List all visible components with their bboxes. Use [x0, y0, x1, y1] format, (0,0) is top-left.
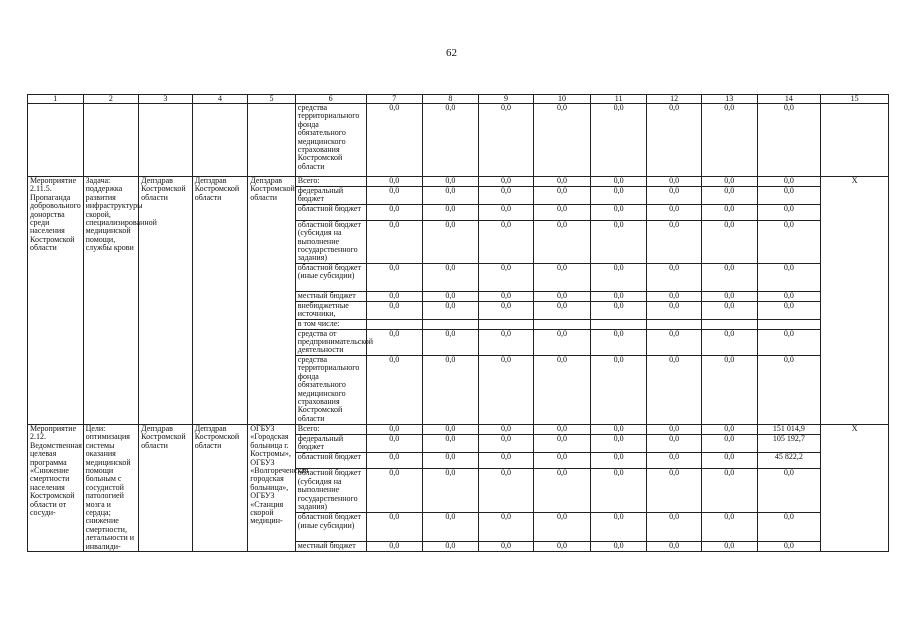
participant-cell: Депздрав Костромской области [248, 177, 295, 425]
value-cell: 0,0 [534, 177, 591, 187]
header-cell: 15 [821, 95, 889, 104]
value-cell: 0,0 [757, 177, 821, 187]
value-cell: 0,0 [423, 220, 479, 263]
value-cell: 0,0 [478, 263, 534, 291]
header-cell: 7 [366, 95, 423, 104]
task-cell: Цели: оптимизация системы оказания медицинской помощи больным с сосудистой патологией мозга и сердца; снижение смертности, летальности и инвалиди- [83, 424, 139, 551]
activity-name-cell: Мероприятие 2.11.5. Пропаганда добровольного донорства среди населения Костромской области [28, 177, 84, 425]
value-cell: 0,0 [701, 329, 757, 355]
value-cell: 0,0 [534, 329, 591, 355]
value-cell: 0,0 [757, 291, 821, 301]
value-cell: 0,0 [701, 453, 757, 469]
value-cell: 0,0 [590, 453, 647, 469]
value-cell: 0,0 [366, 177, 423, 187]
value-cell: 0,0 [534, 541, 591, 551]
value-cell: 0,0 [478, 469, 534, 513]
value-cell: 0,0 [534, 513, 591, 542]
value-cell: 0,0 [701, 187, 757, 205]
value-cell: 0,0 [423, 301, 479, 319]
value-cell: 0,0 [423, 104, 479, 177]
value-cell: 0,0 [423, 355, 479, 424]
task-cell: Задача: поддержка развития инфраструктуры скорой, специализированной медицинской помощи, службы крови [83, 177, 139, 425]
value-cell: 0,0 [423, 469, 479, 513]
value-cell: 0,0 [423, 204, 479, 220]
value-cell: 0,0 [534, 469, 591, 513]
value-cell: 0,0 [478, 453, 534, 469]
value-cell: 0,0 [366, 513, 423, 542]
value-cell: 0,0 [478, 177, 534, 187]
indicator-cell: Х [821, 424, 889, 551]
value-cell: 0,0 [366, 301, 423, 319]
value-cell: 0,0 [590, 329, 647, 355]
value-cell: 0,0 [366, 453, 423, 469]
value-cell: 0,0 [366, 220, 423, 263]
value-cell: 0,0 [757, 329, 821, 355]
value-cell: 0,0 [534, 291, 591, 301]
value-cell: 0,0 [366, 291, 423, 301]
coexecutor-cell: Депздрав Костромской области [192, 424, 248, 551]
value-cell: 0,0 [590, 104, 647, 177]
value-cell: 0,0 [534, 355, 591, 424]
table-row [28, 177, 889, 187]
value-cell: 0,0 [647, 177, 702, 187]
activity-name-cell: Мероприятие 2.12. Ведомственная целевая программа «Снижение смертности населения Костромской области от сосуди- [28, 424, 84, 551]
value-cell: 0,0 [701, 513, 757, 542]
funding-source-cell: Всего: [295, 177, 366, 187]
value-cell: 0,0 [647, 453, 702, 469]
value-cell: 0,0 [647, 424, 702, 434]
value-cell: 0,0 [647, 301, 702, 319]
value-cell: 0,0 [757, 513, 821, 542]
header-cell: 14 [757, 95, 821, 104]
value-cell: 0,0 [366, 435, 423, 453]
table-row [28, 104, 889, 177]
value-cell: 0,0 [590, 424, 647, 434]
value-cell: 0,0 [590, 301, 647, 319]
value-cell: 0,0 [478, 187, 534, 205]
value-cell: 0,0 [366, 104, 423, 177]
value-cell: 0,0 [757, 355, 821, 424]
value-cell: 0,0 [757, 220, 821, 263]
value-cell: 0,0 [647, 355, 702, 424]
empty-cell [28, 104, 84, 177]
value-cell: 151 014,9 [757, 424, 821, 434]
value-cell: 0,0 [423, 453, 479, 469]
value-cell: 0,0 [647, 104, 702, 177]
header-cell: 10 [534, 95, 591, 104]
value-cell: 0,0 [366, 329, 423, 355]
value-cell [478, 319, 534, 329]
value-cell: 0,0 [757, 469, 821, 513]
value-cell: 0,0 [647, 220, 702, 263]
value-cell: 0,0 [534, 424, 591, 434]
value-cell: 0,0 [590, 291, 647, 301]
value-cell: 0,0 [647, 329, 702, 355]
value-cell [534, 319, 591, 329]
value-cell: 0,0 [590, 204, 647, 220]
funding-source-cell: федеральный бюджет [295, 187, 366, 205]
header-cell: 11 [590, 95, 647, 104]
value-cell [701, 319, 757, 329]
value-cell: 0,0 [701, 204, 757, 220]
value-cell: 0,0 [534, 453, 591, 469]
empty-cell [248, 104, 295, 177]
header-cell: 5 [248, 95, 295, 104]
value-cell: 0,0 [701, 177, 757, 187]
value-cell: 0,0 [590, 187, 647, 205]
value-cell: 0,0 [478, 220, 534, 263]
value-cell: 0,0 [701, 220, 757, 263]
empty-cell [139, 104, 193, 177]
indicator-cell: Х [821, 177, 889, 425]
value-cell [757, 319, 821, 329]
value-cell: 0,0 [590, 469, 647, 513]
funding-source-cell: областной бюджет (иные субсидии) [295, 263, 366, 291]
value-cell: 0,0 [647, 435, 702, 453]
value-cell: 0,0 [478, 424, 534, 434]
empty-cell [821, 104, 889, 177]
value-cell: 0,0 [647, 513, 702, 542]
value-cell: 0,0 [478, 541, 534, 551]
header-cell: 9 [478, 95, 534, 104]
value-cell [423, 319, 479, 329]
budget-table [27, 94, 889, 552]
value-cell: 0,0 [647, 541, 702, 551]
value-cell: 0,0 [757, 301, 821, 319]
value-cell: 0,0 [590, 513, 647, 542]
funding-source-cell: областной бюджет (иные субсидии) [295, 513, 366, 542]
value-cell: 0,0 [590, 435, 647, 453]
value-cell [647, 319, 702, 329]
value-cell: 0,0 [366, 187, 423, 205]
value-cell: 45 822,2 [757, 453, 821, 469]
value-cell: 0,0 [701, 104, 757, 177]
value-cell: 0,0 [423, 329, 479, 355]
funding-source-cell: областной бюджет (субсидия на выполнение государственного задания) [295, 469, 366, 513]
value-cell: 0,0 [647, 187, 702, 205]
value-cell: 0,0 [423, 177, 479, 187]
value-cell: 0,0 [590, 220, 647, 263]
header-cell: 6 [295, 95, 366, 104]
value-cell: 0,0 [366, 469, 423, 513]
header-cell: 13 [701, 95, 757, 104]
header-cell: 1 [28, 95, 84, 104]
header-cell: 12 [647, 95, 702, 104]
responsible-executor-cell: Депздрав Костромской области [139, 177, 193, 425]
value-cell: 0,0 [534, 104, 591, 177]
value-cell: 0,0 [534, 220, 591, 263]
value-cell: 0,0 [478, 329, 534, 355]
value-cell: 0,0 [534, 435, 591, 453]
coexecutor-cell: Депздрав Костромской области [192, 177, 248, 425]
value-cell: 0,0 [366, 204, 423, 220]
value-cell: 0,0 [478, 435, 534, 453]
value-cell: 0,0 [366, 355, 423, 424]
header-cell: 8 [423, 95, 479, 104]
value-cell: 0,0 [478, 355, 534, 424]
value-cell: 0,0 [647, 204, 702, 220]
funding-source-cell: областной бюджет (субсидия на выполнение государственного задания) [295, 220, 366, 263]
value-cell: 0,0 [423, 435, 479, 453]
value-cell: 0,0 [647, 469, 702, 513]
value-cell: 0,0 [366, 263, 423, 291]
value-cell: 0,0 [423, 541, 479, 551]
value-cell: 0,0 [647, 291, 702, 301]
header-cell: 3 [139, 95, 193, 104]
value-cell: 0,0 [478, 104, 534, 177]
header-cell: 4 [192, 95, 248, 104]
participant-cell: ОГБУЗ «Городская больница г. Костромы», ОГБУЗ «Волгореченская городская больница», ОГБУЗ «Станция скорой медицин- [248, 424, 295, 551]
funding-source-cell: местный бюджет [295, 541, 366, 551]
value-cell: 0,0 [757, 104, 821, 177]
value-cell: 0,0 [701, 424, 757, 434]
funding-source-cell: средства территориального фонда обязательного медицинского страхования Костромской области [295, 104, 366, 177]
value-cell: 0,0 [534, 204, 591, 220]
value-cell: 0,0 [757, 263, 821, 291]
value-cell: 0,0 [701, 263, 757, 291]
value-cell: 0,0 [478, 301, 534, 319]
value-cell: 0,0 [423, 263, 479, 291]
value-cell: 0,0 [423, 424, 479, 434]
empty-cell [192, 104, 248, 177]
value-cell: 0,0 [701, 355, 757, 424]
empty-cell [83, 104, 139, 177]
value-cell: 0,0 [423, 513, 479, 542]
value-cell: 105 192,7 [757, 435, 821, 453]
table-row [28, 424, 889, 434]
funding-source-cell: федеральный бюджет [295, 435, 366, 453]
value-cell: 0,0 [590, 355, 647, 424]
value-cell: 0,0 [423, 187, 479, 205]
value-cell: 0,0 [701, 541, 757, 551]
funding-source-cell: в том числе: [295, 319, 366, 329]
value-cell: 0,0 [757, 187, 821, 205]
funding-source-cell: средства территориального фонда обязательного медицинского страхования Костромской области [295, 355, 366, 424]
value-cell: 0,0 [647, 263, 702, 291]
value-cell: 0,0 [701, 435, 757, 453]
funding-source-cell: областной бюджет [295, 453, 366, 469]
value-cell: 0,0 [534, 301, 591, 319]
value-cell: 0,0 [590, 541, 647, 551]
value-cell [590, 319, 647, 329]
value-cell [366, 319, 423, 329]
funding-source-cell: внебюджетные источники, [295, 301, 366, 319]
funding-source-cell: Всего: [295, 424, 366, 434]
funding-source-cell: областной бюджет [295, 204, 366, 220]
funding-source-cell: местный бюджет [295, 291, 366, 301]
value-cell: 0,0 [423, 291, 479, 301]
value-cell: 0,0 [701, 291, 757, 301]
value-cell: 0,0 [478, 204, 534, 220]
value-cell: 0,0 [366, 541, 423, 551]
value-cell: 0,0 [534, 187, 591, 205]
value-cell: 0,0 [366, 424, 423, 434]
value-cell: 0,0 [757, 541, 821, 551]
value-cell: 0,0 [590, 263, 647, 291]
responsible-executor-cell: Депздрав Костромской области [139, 424, 193, 551]
page-number: 62 [446, 47, 457, 59]
value-cell: 0,0 [478, 291, 534, 301]
value-cell: 0,0 [590, 177, 647, 187]
header-cell: 2 [83, 95, 139, 104]
value-cell: 0,0 [757, 204, 821, 220]
value-cell: 0,0 [534, 263, 591, 291]
funding-source-cell: средства от предпринимательской деятельности [295, 329, 366, 355]
value-cell: 0,0 [478, 513, 534, 542]
value-cell: 0,0 [701, 469, 757, 513]
value-cell: 0,0 [701, 301, 757, 319]
header-row [28, 95, 889, 104]
